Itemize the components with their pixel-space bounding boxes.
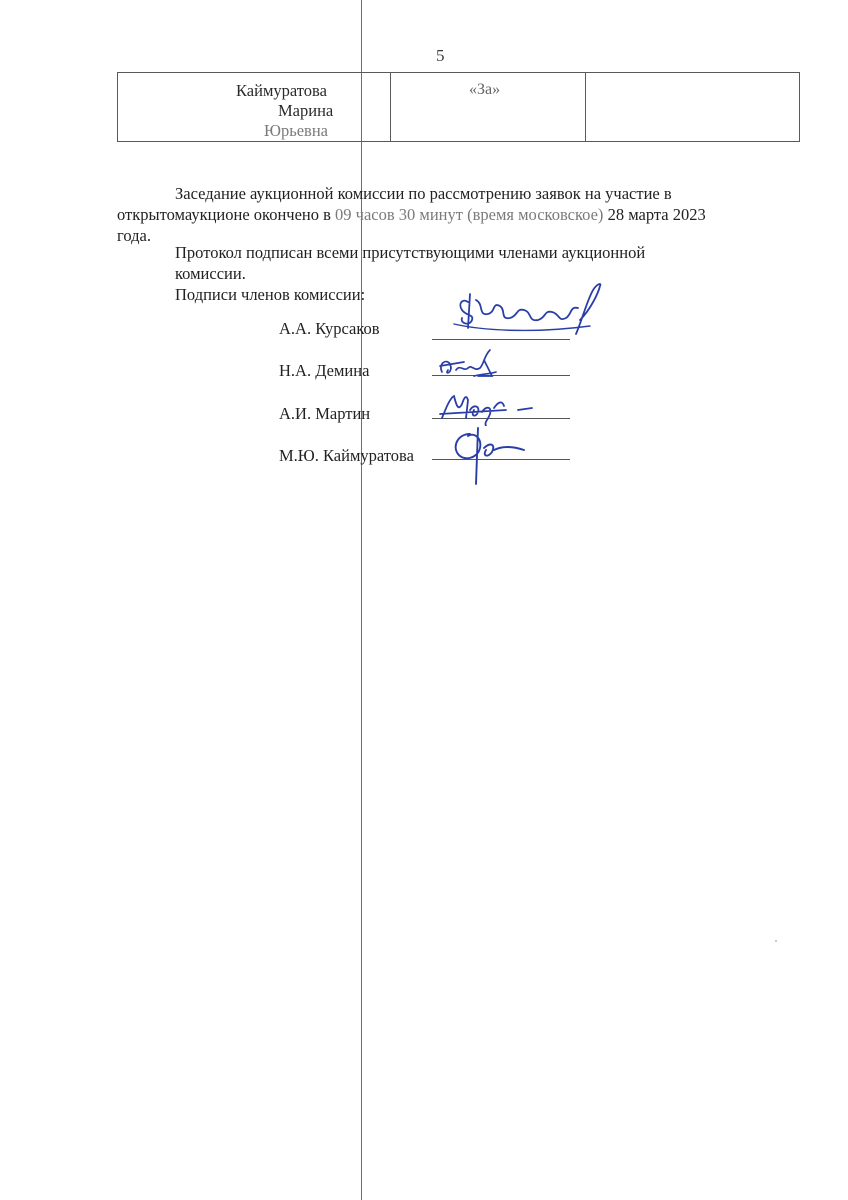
conclusion-line-3: года. bbox=[117, 226, 151, 245]
member-first-name: Марина bbox=[278, 101, 334, 120]
signer-name-kaimuratova: М.Ю. Каймуратова bbox=[279, 446, 414, 465]
signer-name-demina: Н.А. Демина bbox=[279, 361, 370, 380]
conclusion-text: открытомаукционе окончено в bbox=[117, 205, 336, 224]
conclusion-line-1: Заседание аукционной комиссии по рассмотрению заявок на участие в bbox=[175, 184, 672, 203]
signatures-heading: Подписи членов комиссии: bbox=[175, 285, 366, 304]
scan-speck bbox=[775, 940, 777, 942]
vote-table bbox=[117, 72, 800, 142]
signer-name-martin: А.И. Мартин bbox=[279, 404, 371, 423]
signer-name-kursakov: А.А. Курсаков bbox=[279, 319, 380, 338]
member-patronymic: Юрьевна bbox=[264, 121, 329, 140]
conclusion-line-2 bbox=[117, 204, 706, 225]
signature-kaimuratova bbox=[440, 424, 530, 486]
table-column-divider bbox=[585, 73, 586, 141]
member-surname: Каймуратова bbox=[236, 81, 327, 100]
vote-value: «За» bbox=[469, 81, 501, 98]
conclusion-time: 09 часов 30 минут (время московское) bbox=[335, 205, 604, 224]
conclusion-date: 28 марта 2023 bbox=[603, 205, 706, 224]
scan-fold-line bbox=[361, 0, 362, 1200]
page-number: 5 bbox=[436, 46, 445, 65]
signature-demina bbox=[434, 342, 504, 386]
signature-kursakov bbox=[440, 280, 610, 350]
signed-statement-line-2: комиссии. bbox=[175, 264, 246, 283]
table-column-divider bbox=[390, 73, 391, 141]
signed-statement-line-1: Протокол подписан всеми присутствующими членами аукционной bbox=[175, 243, 646, 262]
signature-martin bbox=[436, 390, 536, 426]
